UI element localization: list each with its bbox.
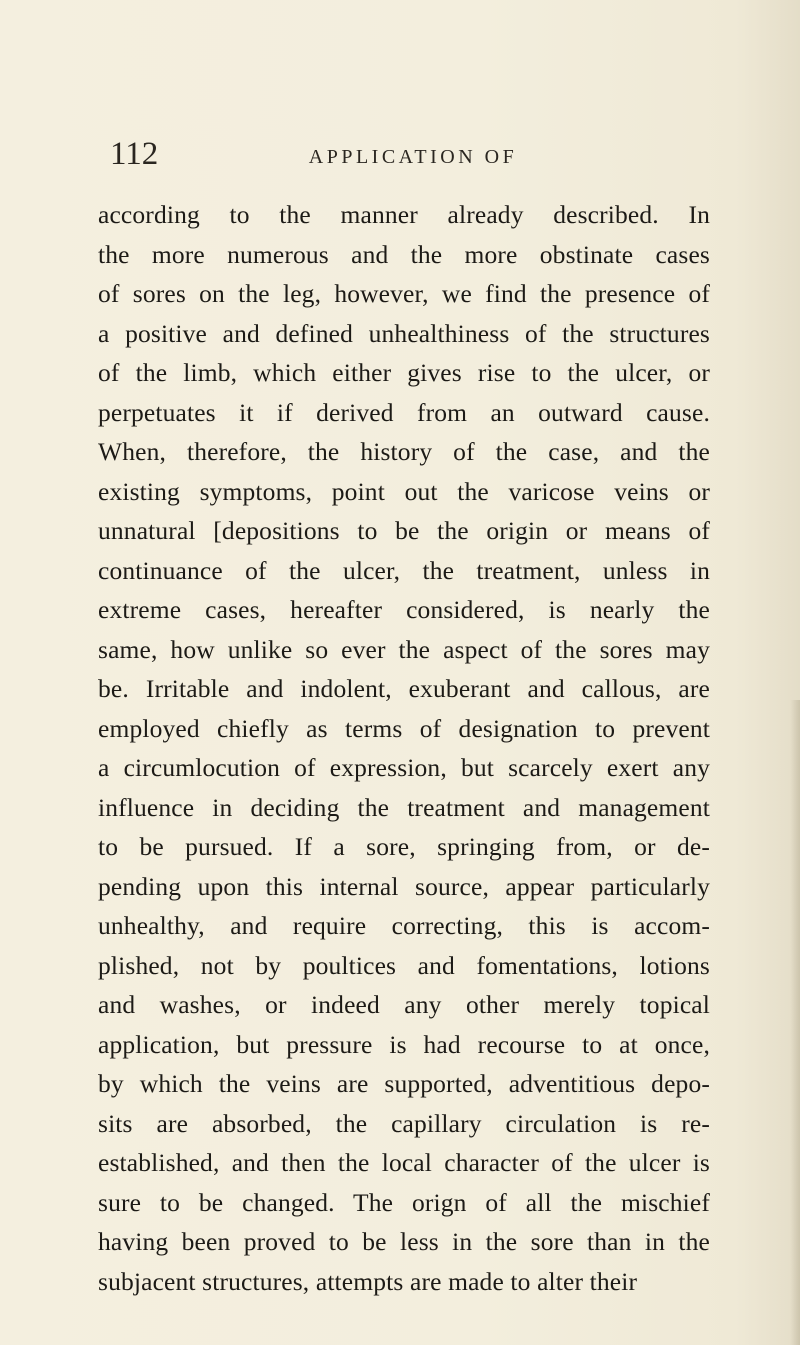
text-line: a circumlocution of expression, but scarcely exert any bbox=[98, 753, 710, 782]
text-line: plished, not by poultices and fomentations, lotions bbox=[98, 950, 710, 980]
text-line: same, how unlike so ever the aspect of the sores may bbox=[98, 634, 710, 664]
text-line: continuance of the ulcer, the treatment, unless in bbox=[98, 555, 710, 585]
page-edge-shadow bbox=[790, 700, 800, 1345]
running-head: APPLICATION OF bbox=[308, 146, 518, 168]
text-line: unnatural [depositions to be the origin or means of bbox=[98, 516, 710, 545]
text-line: established, and then the local character of the ulcer is bbox=[98, 1148, 710, 1177]
text-line: pending upon this internal source, appear particularly bbox=[98, 871, 710, 901]
text-line: and washes, or indeed any other merely topical bbox=[98, 990, 710, 1019]
text-line: to be pursued. If a sore, springing from, or de- bbox=[98, 832, 710, 861]
text-line: application, but pressure is had recourse to at once, bbox=[98, 1029, 710, 1059]
text-line: the more numerous and the more obstinate cases bbox=[98, 239, 710, 269]
text-line: existing symptoms, point out the varicose veins or bbox=[98, 476, 710, 506]
body-text bbox=[98, 195, 710, 1301]
text-line: be. Irritable and indolent, exuberant and callous, are bbox=[98, 674, 710, 703]
text-line: sits are absorbed, the capillary circulation is re- bbox=[98, 1108, 710, 1138]
text-line: of the limb, which either gives rise to the ulcer, or bbox=[98, 358, 710, 387]
text-line: influence in deciding the treatment and management bbox=[98, 792, 710, 822]
text-line: having been proved to be less in the sore than in the bbox=[98, 1227, 710, 1256]
text-line: sure to be changed. The orign of all the mischief bbox=[98, 1187, 710, 1217]
text-line: of sores on the leg, however, we find the presence of bbox=[98, 279, 710, 308]
text-line: When, therefore, the history of the case, and the bbox=[98, 437, 710, 466]
text-line: a positive and defined unhealthiness of the structures bbox=[98, 318, 710, 348]
text-line: employed chiefly as terms of designation to prevent bbox=[98, 713, 710, 743]
text-line: perpetuates it if derived from an outward cause. bbox=[98, 397, 710, 427]
text-line: extreme cases, hereafter considered, is nearly the bbox=[98, 595, 710, 624]
text-line: by which the veins are supported, adventitious depo- bbox=[98, 1069, 710, 1098]
text-line: unhealthy, and require correcting, this is accom- bbox=[98, 911, 710, 940]
page-number: 112 bbox=[110, 136, 159, 172]
text-line: subjacent structures, attempts are made to alter their bbox=[98, 1266, 638, 1296]
text-line: according to the manner already described. In bbox=[98, 200, 710, 229]
